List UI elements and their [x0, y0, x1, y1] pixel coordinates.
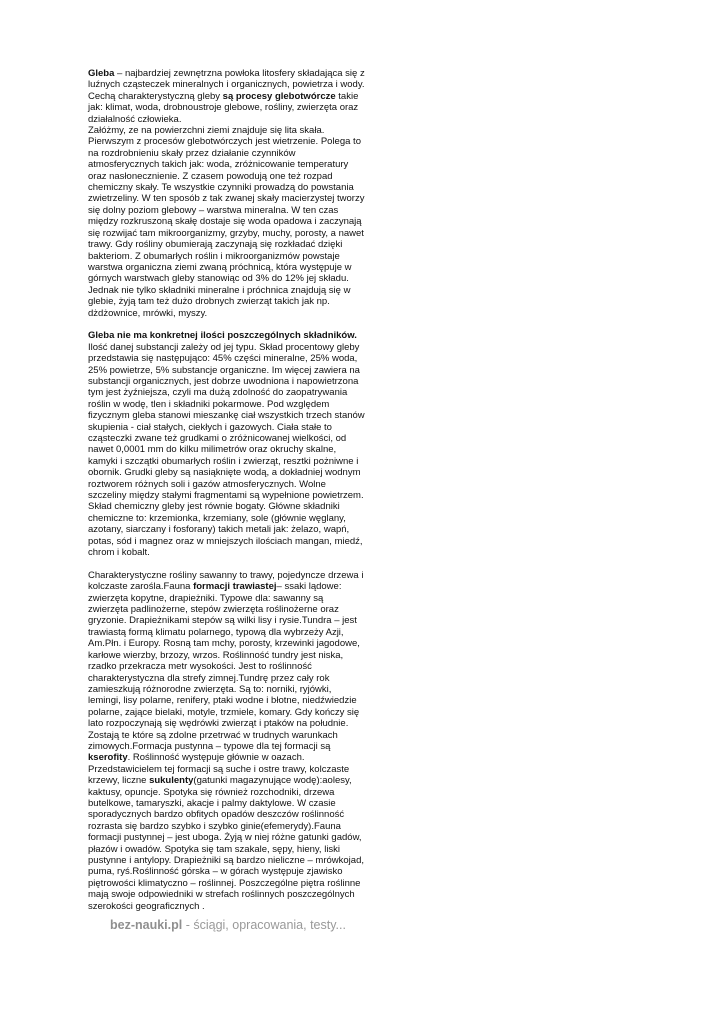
paragraph-text: – ssaki lądowe: zwierzęta kopytne, drapieżniki. Typowe dla: sawanny są zwierzęta padlinożerne, stepów zwierzęta roślinożerne oraz gryzonie. Drapieżnikami stepów są wilki lisy i rysie.Tundra – jest trawiastą formą klimatu polarnego, typową dla wybrzeży Azji, Am.Płn. i Europy. Rosną tam mchy, porosty, krzewinki jagodowe, karłowe wierzby, brzozy, wrzos. Roślinność tundry jest niska, rzadko przekracza metr wysokości. Jest to roślinność charakterystyczna dla strefy zimnej.Tundrę przez cały rok zamieszkują różnorodne zwierzęta. Są to: norniki, ryjówki, lemingi, lisy polarne, renifery, ptaki wodne i błotne, niedźwiedzie polarne, zające bielaki, motyle, trzmiele, komary. Gdy kończy się lato rozpoczynają się wędrówki zwierząt i ptaków na południe. Zostają te które są zdolne przetrwać w trudnych warunkach zimowych.Formacja pustynna – typowe dla tej formacji są	[88, 581, 360, 752]
paragraph-text: Charakterystyczne rośliny sawanny to trawy, pojedyncze drzewa i kolczaste zarośla.Fauna	[88, 569, 364, 593]
paragraph-text: . Roślinność występuje głównie w oazach. Przedstawicielem tej formacji są suche i ostre trawy, kolczaste krzewy, liczne	[88, 752, 350, 787]
paragraph-gap	[88, 558, 366, 569]
text-column	[88, 68, 366, 912]
paragraph-plant-formations	[88, 570, 366, 912]
paragraph-text: Ilość danej substancji zależy od jej typu. Skład procentowy gleby przedstawia się następująco: 45% części mineralne, 25% woda, 25% powietrze, 5% substancje organiczne. Im więcej zawiera na substancji organicznych, jest dobrze uwodniona i napowietrzona tym jest żyźniejsza, czyli ma dużą zdolność do zaopatrywania roślin w wodę, tlen i składniki pokarmowe. Pod względem fizycznym gleba stanowi mieszankę ciał wszystkich trzech stanów skupienia - ciał stałych, ciekłych i gazowych. Ciała stałe to cząsteczki zwane też grudkami o zróżnicowanej wielkości, od nawet 0,0001 mm do kilku milimetrów oraz okruchy skalne, kamyki i szczątki obumarłych roślin i zwierząt, resztki pożniwne i obornik. Grudki gleby są nasiąknięte wodą, a dokładniej wodnym roztworem różnych soli i gazów atmosferycznych. Wolne szczeliny między stałymi fragmentami są wypełnione powietrzem. Skład chemiczny gleby jest równie bogaty. Główne składniki chemiczne to: krzemionka, krzemiany, sole (głównie węglany, azotany, siarczany i fosforany) takich metali jak: żelazo, wapń, potas, sód i magnez oraz w mniejszych ilościach mangan, miedź, chrom i kobalt.	[88, 341, 365, 559]
footer-brand: bez-nauki.pl	[110, 918, 183, 932]
paragraph-soil-definition	[88, 68, 366, 125]
heading-soil-components: Gleba nie ma konkretnej ilości poszczególnych składników.	[88, 330, 357, 342]
term-gleba: Gleba	[88, 68, 115, 79]
paragraph-soil-composition	[88, 330, 366, 558]
paragraph-text: – najbardziej zewnętrzna powłoka litosfery składająca się z luźnych cząsteczek mineralnych i organicznych, powietrza i wody. Cechą charakterystyczną gleby	[88, 68, 365, 102]
paragraph-gap	[88, 319, 366, 330]
footer-tagline: - ściągi, opracowania, testy...	[182, 918, 346, 932]
term-succulents: sukulenty	[149, 775, 194, 787]
paragraph-text: (gatunki magazynujące wodę):aolesy, kaktusy, opuncje. Spotyka się również rozchodniki, drzewa butelkowe, tamaryszki, akacje i palmy daktylowe. W czasie sporadycznych bardzo obfitych opadów deszczów roślinność rozrasta się bardzo szybko i szybko ginie(efemerydy).Fauna formacji pustynnej – jest uboga. Żyją w niej różne gatunki gadów, płazów i owadów. Spotyka się tam szakale, sępy, hieny, liski pustynne i antylopy. Drapieżniki są bardzo nieliczne – mrówkojad, puma, ryś.Roślinność górska – w górach występuje zjawisko piętrowości klimatyczno – roślinnej. Poszczególne piętra roślinne mają swoje odpowiedniki w strefach roślinnych poszczególnych szerokości geograficznych .	[88, 775, 364, 912]
term-xerophytes: kserofity	[88, 752, 128, 764]
paragraph-weathering: Załóżmy, ze na powierzchni ziemi znajduje się lita skała. Pierwszym z procesów glebotwórczych jest wietrzenie. Polega to na rozdrobnieniu skały przez działanie czynników atmosferycznych takich jak: woda, zróżnicowanie temperatury oraz nasłonecznienie. Z czasem powodują one też rozpad chemiczny skały. Te wszystkie czynniki prowadzą do powstania zwietrzeliny. W ten sposób z tak zwanej skały macierzystej tworzy się dolny poziom glebowy – warstwa mineralna. W ten czas między rozkruszoną skałę dostaje się woda opadowa i zaczynają się rozwijać tam mikroorganizmy, grzyby, muchy, porosty, a nawet trawy. Gdy rośliny obumierają zaczynają się rozkładać dzięki bakteriom. Z obumarłych roślin i mikroorganizmów powstaje warstwa organiczna ziemi zwaną próchnicą, która występuje w górnych warstwach gleby stanowiąc od 3% do 12% jej składu. Jednak nie tylko składniki mineralne i próchnica znajdują się w glebie, żyją tam też dużo drobnych zwierząt takich jak np. dżdżownice, mrówki, myszy.	[88, 125, 365, 319]
page-footer	[110, 918, 346, 932]
term-grassland-formation: formacji trawiastej	[193, 581, 277, 593]
term-soil-forming-processes: są procesy glebotwórcze	[222, 90, 336, 102]
paragraph-text: takie jak: klimat, woda, drobnoustroje glebowe, rośliny, zwierzęta oraz działalność człowieka.	[88, 90, 359, 125]
